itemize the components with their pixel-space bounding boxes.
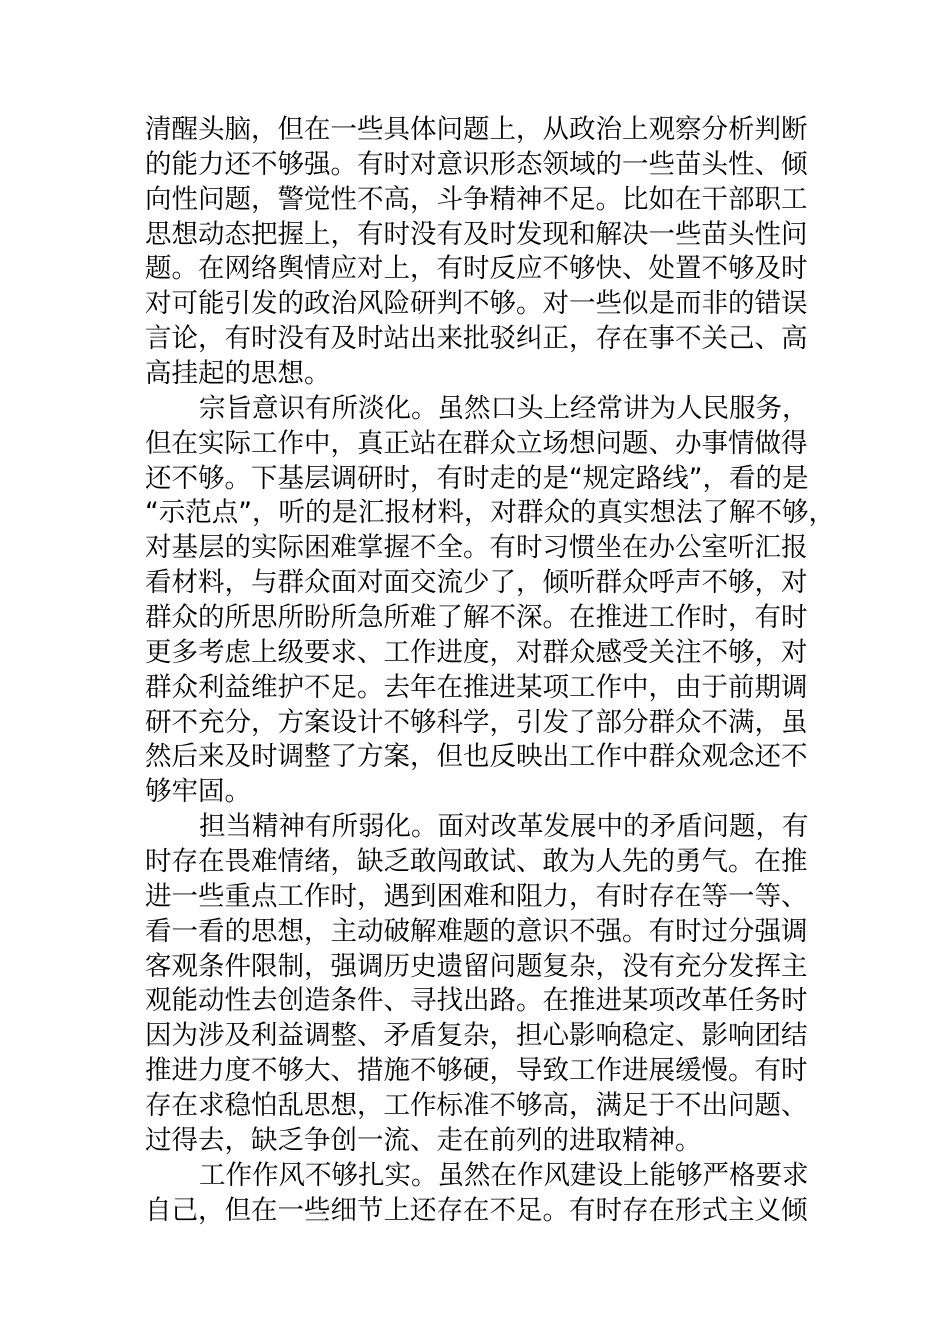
text-line: 担当精神有所弱化。面对改革发展中的矛盾问题，有: [199, 811, 809, 843]
text-line: 对可能引发的政治风险研判不够。对一些似是而非的错误: [145, 288, 808, 320]
text-line: 然后来及时调整了方案，但也反映出工作中群众观念还不: [145, 741, 808, 773]
text-line: 更多考虑上级要求、工作进度，对群众感受关注不够，对: [145, 636, 808, 668]
paragraph: [145, 113, 806, 392]
text-line: “示范点”，听的是汇报材料，对群众的真实想法了解不够，: [145, 497, 835, 529]
text-line: 群众的所思所盼所急所难了解不深。在推进工作时，有时: [145, 602, 808, 634]
text-line: 进一些重点工作时，遇到困难和阻力，有时存在等一等、: [145, 880, 808, 912]
text-line: 但在实际工作中，真正站在群众立场想问题、办事情做得: [145, 427, 808, 459]
text-line: 群众利益维护不足。去年在推进某项工作中，由于前期调: [145, 671, 808, 703]
text-line: 时存在畏难情绪，缺乏敢闯敢试、敢为人先的勇气。在推: [145, 846, 808, 878]
text-line: 高挂起的思想。: [145, 358, 331, 390]
text-line: 客观条件限制，强调历史遗留问题复杂，没有充分发挥主: [145, 950, 808, 982]
document-body: [145, 113, 835, 1229]
text-line: 清醒头脑，但在一些具体问题上，从政治上观察分析判断: [145, 114, 808, 145]
text-line: 存在求稳怕乱思想，工作标准不够高，满足于不出问题、: [145, 1090, 808, 1122]
text-line: 还不够。下基层调研时，有时走的是“规定路线”，看的是: [145, 462, 809, 494]
paragraph: [145, 1159, 809, 1229]
text-line: 观能动性去创造条件、寻找出路。在推进某项改革任务时: [145, 985, 808, 1017]
text-line: 自己，但在一些细节上还存在不足。有时存在形式主义倾: [145, 1194, 808, 1226]
paragraph: [145, 810, 809, 1159]
text-line: 宗旨意识有所淡化。虽然口头上经常讲为人民服务，: [199, 392, 809, 424]
text-line: 过得去，缺乏争创一流、走在前列的进取精神。: [145, 1124, 702, 1156]
text-line: 向性问题，警觉性不高，斗争精神不足。比如在干部职工: [145, 183, 808, 215]
text-line: 看一看的思想，主动破解难题的意识不强。有时过分强调: [145, 915, 808, 947]
text-line: 思想动态把握上，有时没有及时发现和解决一些苗头性问: [145, 218, 808, 250]
text-line: 够牢固。: [145, 776, 251, 808]
text-line: 工作作风不够扎实。虽然在作风建设上能够严格要求: [199, 1159, 809, 1191]
text-line: 对基层的实际困难掌握不全。有时习惯坐在办公室听汇报: [145, 532, 808, 564]
text-line: 研不充分，方案设计不够科学，引发了部分群众不满，虽: [145, 706, 808, 738]
text-line: 的能力还不够强。有时对意识形态领域的一些苗头性、倾: [145, 148, 808, 180]
text-line: 看材料，与群众面对面交流少了，倾听群众呼声不够，对: [145, 567, 808, 599]
text-line: 题。在网络舆情应对上，有时反应不够快、处置不够及时: [145, 253, 808, 285]
text-line: 言论，有时没有及时站出来批驳纠正，存在事不关己、高: [145, 323, 808, 355]
text-line: 因为涉及利益调整、矛盾复杂，担心影响稳定、影响团结: [145, 1020, 808, 1052]
paragraph: [145, 392, 835, 810]
text-line: 推进力度不够大、措施不够硬，导致工作进展缓慢。有时: [145, 1055, 808, 1087]
